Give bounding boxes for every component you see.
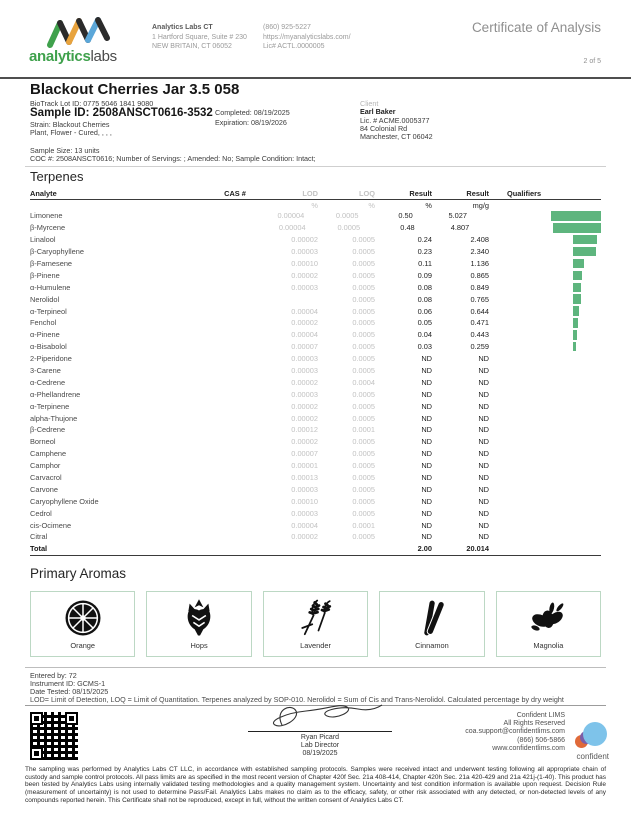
cell-analyte: Nerolidol bbox=[30, 294, 60, 304]
cell-result-mg: ND bbox=[478, 437, 489, 447]
primary-aromas-row bbox=[30, 591, 601, 657]
cell-loq: 0.0005 bbox=[352, 270, 375, 280]
cell-loq: 0.0005 bbox=[352, 318, 375, 328]
cell-result-pct: 0.48 bbox=[400, 223, 415, 233]
table-row bbox=[30, 412, 601, 424]
cell-loq: 0.0005 bbox=[352, 532, 375, 542]
result-bar bbox=[551, 211, 601, 221]
cell-analyte: β-Cedrene bbox=[30, 425, 66, 435]
cell-analyte: Carvone bbox=[30, 484, 58, 494]
lab-name: Analytics Labs CT bbox=[152, 24, 213, 31]
cell-result-mg: 0.471 bbox=[470, 318, 489, 328]
sample-size: Sample Size: 13 units bbox=[30, 146, 100, 155]
cell-loq: 0.0005 bbox=[352, 306, 375, 316]
cell-result-pct: ND bbox=[421, 473, 432, 483]
table-row bbox=[30, 460, 601, 472]
table-row bbox=[30, 472, 601, 484]
unit-lod: % bbox=[311, 200, 318, 210]
cell-lod: 0.00002 bbox=[291, 532, 318, 542]
lod-loq-footnote: LOD= Limit of Detection, LOQ = Limit of Quantitation. Terpenes analyzed by SOP-010. Nerolidol = Sum of Cis and Trans-Nerolidol. Calculated percentage by dry weight bbox=[30, 695, 564, 704]
cell-result-mg: 0.765 bbox=[470, 294, 489, 304]
lims-phone: (866) 506-5866 bbox=[517, 736, 565, 744]
table-row bbox=[30, 329, 601, 341]
table-row bbox=[30, 507, 601, 519]
cell-qualifiers bbox=[489, 318, 601, 328]
cell-analyte: α-Phellandrene bbox=[30, 389, 81, 399]
cell-loq: 0.0005 bbox=[337, 223, 361, 233]
table-row bbox=[30, 365, 601, 377]
col-header-cas: CAS # bbox=[224, 188, 246, 198]
entered-by: Entered by: 72 bbox=[30, 671, 77, 680]
client-name: Earl Baker bbox=[360, 107, 396, 116]
cell-result-mg: 0.443 bbox=[470, 330, 489, 340]
cell-loq: 0.0005 bbox=[352, 389, 375, 399]
cell-result-pct: 0.05 bbox=[417, 318, 432, 328]
cell-lod: 0.00002 bbox=[291, 401, 318, 411]
unit-result-mg: mg/g bbox=[472, 200, 489, 210]
aroma-label: Cinnamon bbox=[415, 641, 449, 650]
qr-finder-icon bbox=[30, 747, 43, 760]
cell-lod: 0.00004 bbox=[291, 306, 318, 316]
cell-result-mg: 0.865 bbox=[470, 270, 489, 280]
cell-result-mg: 4.807 bbox=[450, 223, 470, 233]
cell-result-mg: ND bbox=[478, 354, 489, 364]
table-row bbox=[30, 483, 601, 495]
signer-block bbox=[248, 734, 392, 758]
cell-lod: 0.00003 bbox=[291, 282, 318, 292]
cell-result-pct: 0.08 bbox=[417, 294, 432, 304]
cell-analyte: Cedrol bbox=[30, 508, 52, 518]
cell-result-mg: ND bbox=[478, 473, 489, 483]
total-result-mg: 20.014 bbox=[466, 544, 489, 554]
cell-result-mg: ND bbox=[478, 366, 489, 376]
cell-loq: 0.0005 bbox=[352, 496, 375, 506]
cell-analyte: α-Pinene bbox=[30, 330, 60, 340]
cell-loq: 0.0005 bbox=[352, 508, 375, 518]
lab-address-line2: NEW BRITAIN, CT 06052 bbox=[152, 43, 232, 50]
table-row bbox=[30, 281, 601, 293]
cell-qualifiers bbox=[489, 235, 601, 245]
result-bar bbox=[573, 342, 576, 352]
result-bar bbox=[573, 259, 584, 269]
col-header-loq: LOQ bbox=[358, 188, 375, 198]
cell-analyte: Camphor bbox=[30, 461, 61, 471]
lims-name: Confident LIMS bbox=[516, 712, 565, 719]
aroma-label: Lavender bbox=[300, 641, 331, 650]
cell-result-pct: ND bbox=[421, 425, 432, 435]
unit-loq: % bbox=[368, 200, 375, 210]
cell-loq: 0.0005 bbox=[352, 413, 375, 423]
completed-date: Completed: 08/19/2025 bbox=[215, 108, 290, 117]
cell-lod: 0.00007 bbox=[291, 342, 318, 352]
result-bar bbox=[573, 294, 581, 304]
cell-lod: 0.00002 bbox=[291, 413, 318, 423]
cell-qualifiers bbox=[489, 342, 601, 352]
cell-analyte: 2-Piperidone bbox=[30, 354, 72, 364]
cell-analyte: alpha-Thujone bbox=[30, 413, 78, 423]
cell-loq: 0.0005 bbox=[352, 366, 375, 376]
cell-analyte: Citral bbox=[30, 532, 48, 542]
result-bar bbox=[573, 330, 577, 340]
table-row bbox=[30, 436, 601, 448]
client-label: Client bbox=[360, 99, 379, 108]
cell-result-pct: ND bbox=[421, 366, 432, 376]
lims-rights: All Rights Reserved bbox=[503, 720, 565, 728]
section-divider bbox=[25, 667, 606, 668]
result-bar bbox=[573, 318, 578, 328]
terpenes-rows bbox=[30, 210, 601, 543]
aroma-label: Hops bbox=[190, 641, 208, 650]
col-header-result-pct: Result bbox=[409, 188, 432, 198]
cell-qualifiers bbox=[469, 223, 601, 233]
qr-finder-icon bbox=[65, 712, 78, 725]
cell-result-mg: 2.408 bbox=[470, 235, 489, 245]
date-tested: Date Tested: 08/15/2025 bbox=[30, 687, 109, 696]
lavender-icon bbox=[296, 598, 336, 638]
total-result-pct: 2.00 bbox=[417, 544, 432, 554]
col-header-qualifiers: Qualifiers bbox=[507, 188, 542, 198]
result-bar bbox=[573, 306, 579, 316]
legal-disclaimer: The sampling was performed by Analytics Labs CT LLC, in accordance with established sampling protocols. Samples were received intact and underwent testing following all appropriate chain of custody and sample control protocols. All pass limits are as specified in the most recent version of Chapter 420f Sec. 21a 408-414, Chapter 420h Sec. 21a 420-429 and 21a 421j-(1-40). This product has been tested by Analytics Labs using internally validated testing methodologies and a quality management system. Uncertainty and test condition information is available upon request. Decision Rule (measurement of uncertainty) is not used to determine Pass/Fail. Analytics Labs makes no claim as to the efficacy, safety, or other risk associated with any detected, or non-detected levels of any compounds reported herein. This Certificate shall not be reproduced, except in full, without the written consent of Analytics Labs CT. bbox=[25, 766, 606, 804]
cell-result-pct: 0.24 bbox=[417, 235, 432, 245]
cell-loq: 0.0005 bbox=[352, 247, 375, 257]
table-row bbox=[30, 317, 601, 329]
cell-lod: 0.00001 bbox=[291, 461, 318, 471]
cell-lod: 0.00002 bbox=[291, 235, 318, 245]
cell-result-pct: ND bbox=[421, 377, 432, 387]
cell-result-pct: 0.08 bbox=[417, 282, 432, 292]
cell-result-pct: ND bbox=[421, 437, 432, 447]
instrument-id: Instrument ID: GCMS-1 bbox=[30, 679, 106, 688]
cell-loq: 0.0005 bbox=[352, 235, 375, 245]
cell-lod: 0.00010 bbox=[291, 496, 318, 506]
table-row bbox=[30, 531, 601, 543]
cell-loq: 0.0005 bbox=[352, 354, 375, 364]
table-row bbox=[30, 495, 601, 507]
cell-lod: 0.00004 bbox=[291, 520, 318, 530]
qr-finder-icon bbox=[30, 712, 43, 725]
cell-loq: 0.0005 bbox=[352, 259, 375, 268]
lims-email-link[interactable]: coa.support@confidentlims.com bbox=[465, 728, 565, 736]
cell-result-pct: 0.06 bbox=[417, 306, 432, 316]
cell-loq: 0.0004 bbox=[352, 377, 375, 387]
aroma-box-hops bbox=[146, 591, 251, 657]
cell-qualifiers bbox=[489, 306, 601, 316]
cell-lod: 0.00007 bbox=[291, 449, 318, 459]
matrix-type: Plant, Flower - Cured, , , , bbox=[30, 128, 112, 137]
lab-website-link[interactable]: https://myanalyticslabs.com/ bbox=[263, 33, 351, 41]
cell-lod: 0.00002 bbox=[291, 318, 318, 328]
table-row bbox=[30, 234, 601, 246]
cell-lod: 0.00002 bbox=[291, 377, 318, 387]
lims-website-link[interactable]: www.confidentlims.com bbox=[492, 744, 565, 752]
coc-line: COC #: 2508ANSCT0616; Number of Servings: ; Amended: No; Sample Condition: Intact; bbox=[30, 154, 316, 163]
table-row bbox=[30, 293, 601, 305]
table-row bbox=[30, 210, 601, 222]
cell-loq: 0.0001 bbox=[352, 520, 375, 530]
cell-qualifiers bbox=[489, 330, 601, 340]
cell-result-pct: ND bbox=[421, 532, 432, 542]
lab-license: Lic# ACTL.0000005 bbox=[263, 43, 325, 50]
table-row bbox=[30, 353, 601, 365]
cell-qualifiers bbox=[489, 259, 601, 269]
orange-slice-icon bbox=[63, 598, 103, 638]
cell-result-mg: ND bbox=[478, 401, 489, 411]
cell-analyte: β-Caryophyllene bbox=[30, 247, 84, 257]
cell-loq: 0.0005 bbox=[352, 294, 375, 304]
cell-lod: 0.00004 bbox=[278, 223, 306, 233]
cell-result-mg: ND bbox=[478, 377, 489, 387]
cell-result-mg: ND bbox=[478, 461, 489, 471]
cell-analyte: β-Farnesene bbox=[30, 259, 73, 268]
cell-result-mg: ND bbox=[478, 425, 489, 435]
cell-qualifiers bbox=[489, 283, 601, 293]
terpenes-total-row bbox=[30, 543, 601, 556]
cell-result-mg: 0.849 bbox=[470, 282, 489, 292]
cell-loq: 0.0005 bbox=[352, 473, 375, 483]
client-address-line1: 84 Colonial Rd bbox=[360, 124, 408, 133]
table-row bbox=[30, 341, 601, 353]
cell-analyte: Camphene bbox=[30, 449, 67, 459]
terpenes-section-title: Terpenes bbox=[30, 169, 84, 184]
cell-result-pct: ND bbox=[421, 401, 432, 411]
product-title: Blackout Cherries Jar 3.5 058 bbox=[30, 81, 240, 98]
aroma-box-cinnamon bbox=[379, 591, 484, 657]
aroma-label: Magnolia bbox=[533, 641, 564, 650]
terpenes-table bbox=[30, 187, 601, 556]
cell-loq: 0.0005 bbox=[352, 461, 375, 471]
cell-result-pct: ND bbox=[421, 461, 432, 471]
cell-analyte: α-Cedrene bbox=[30, 377, 66, 387]
cell-lod: 0.00004 bbox=[277, 211, 305, 221]
confident-lims-logo-icon bbox=[573, 722, 607, 750]
cell-analyte: cis-Ocimene bbox=[30, 520, 72, 530]
table-row bbox=[30, 222, 601, 234]
cell-analyte: α-Bisabolol bbox=[30, 342, 67, 352]
cell-result-pct: 0.09 bbox=[417, 270, 432, 280]
cell-qualifiers bbox=[467, 211, 601, 221]
table-row bbox=[30, 424, 601, 436]
table-row bbox=[30, 246, 601, 258]
cell-analyte: β-Pinene bbox=[30, 270, 60, 280]
analytics-labs-wordmark: analyticslabs bbox=[29, 48, 117, 65]
terpenes-units-row bbox=[30, 200, 601, 210]
cell-qualifiers bbox=[489, 294, 601, 304]
cell-result-mg: 1.136 bbox=[470, 259, 489, 268]
unit-result-pct: % bbox=[425, 200, 432, 210]
terpenes-table-header bbox=[30, 187, 601, 200]
lab-address-block bbox=[152, 23, 247, 52]
cell-lod: 0.00004 bbox=[291, 330, 318, 340]
signature-icon bbox=[252, 701, 388, 731]
cell-result-pct: 0.04 bbox=[417, 330, 432, 340]
lab-contact-block bbox=[263, 23, 351, 52]
cell-lod: 0.00003 bbox=[291, 354, 318, 364]
result-bar bbox=[553, 223, 601, 233]
sample-id: Sample ID: 2508ANSCT0616-3532 bbox=[30, 107, 213, 119]
document-title: Certificate of Analysis bbox=[471, 20, 601, 35]
cell-loq: 0.0005 bbox=[352, 449, 375, 459]
result-bar bbox=[573, 271, 582, 281]
magnolia-flower-icon bbox=[528, 598, 568, 638]
cell-analyte: β-Myrcene bbox=[30, 223, 66, 233]
cell-result-mg: ND bbox=[478, 532, 489, 542]
table-row bbox=[30, 519, 601, 531]
aroma-label: Orange bbox=[70, 641, 96, 650]
cell-result-pct: 0.03 bbox=[417, 342, 432, 352]
cell-loq: 0.0005 bbox=[352, 282, 375, 292]
cell-result-pct: ND bbox=[421, 496, 432, 506]
cell-loq: 0.0005 bbox=[352, 484, 375, 494]
cell-result-mg: 0.259 bbox=[470, 342, 489, 352]
biotrack-lot-id: BioTrack Lot ID: 0775 5046 1841 9080 bbox=[30, 99, 154, 108]
cell-result-pct: 0.50 bbox=[398, 211, 413, 221]
cell-loq: 0.0005 bbox=[352, 401, 375, 411]
cell-result-pct: ND bbox=[421, 354, 432, 364]
primary-aromas-section-title: Primary Aromas bbox=[30, 566, 127, 581]
cell-lod: 0.00012 bbox=[291, 425, 318, 435]
result-bar bbox=[573, 247, 596, 257]
cell-analyte: Limonene bbox=[30, 211, 63, 221]
lab-phone: (860) 925-5227 bbox=[263, 24, 311, 31]
cell-analyte: Caryophyllene Oxide bbox=[30, 496, 99, 506]
hops-icon bbox=[179, 598, 219, 638]
cell-result-mg: 5.027 bbox=[448, 211, 467, 221]
col-header-analyte: Analyte bbox=[30, 188, 57, 198]
cell-result-pct: ND bbox=[421, 413, 432, 423]
signed-date: 08/19/2025 bbox=[302, 750, 338, 757]
cell-analyte: Linalool bbox=[30, 235, 56, 245]
cell-lod: 0.00003 bbox=[291, 389, 318, 399]
col-header-result-mg: Result bbox=[466, 188, 489, 198]
aroma-box-lavender bbox=[263, 591, 368, 657]
cell-result-mg: 0.644 bbox=[470, 306, 489, 316]
cell-analyte: α-Terpinene bbox=[30, 401, 70, 411]
cell-result-pct: ND bbox=[421, 389, 432, 399]
cell-analyte: Fenchol bbox=[30, 318, 57, 328]
cell-result-pct: ND bbox=[421, 520, 432, 530]
signer-role: Lab Director bbox=[300, 742, 340, 749]
cell-analyte: Borneol bbox=[30, 437, 56, 447]
client-license: Lic. # ACME.0005377 bbox=[360, 116, 430, 125]
cell-loq: 0.0005 bbox=[352, 437, 375, 447]
cell-lod: 0.00003 bbox=[291, 508, 318, 518]
table-row bbox=[30, 258, 601, 270]
header-divider bbox=[0, 77, 631, 79]
col-header-lod: LOD bbox=[302, 188, 318, 198]
client-address-line2: Manchester, CT 06042 bbox=[360, 132, 433, 141]
confident-logo-text: confident bbox=[576, 752, 609, 761]
cell-result-mg: ND bbox=[478, 508, 489, 518]
cell-lod: 0.00002 bbox=[291, 270, 318, 280]
cell-lod: 0.00003 bbox=[291, 366, 318, 376]
table-row bbox=[30, 400, 601, 412]
signature-line bbox=[248, 731, 392, 732]
cell-result-pct: ND bbox=[421, 449, 432, 459]
strain: Strain: Blackout Cherries bbox=[30, 120, 110, 129]
cinnamon-sticks-icon bbox=[412, 598, 452, 638]
page-indicator: 2 of 5 bbox=[583, 58, 601, 65]
table-row bbox=[30, 269, 601, 281]
cell-result-pct: ND bbox=[421, 484, 432, 494]
cell-qualifiers bbox=[489, 247, 601, 257]
analytics-labs-logo-icon bbox=[46, 15, 112, 49]
cell-analyte: α-Terpineol bbox=[30, 306, 67, 316]
cell-result-mg: 2.340 bbox=[470, 247, 489, 257]
cell-analyte: 3-Carene bbox=[30, 366, 61, 376]
cell-lod: 0.00003 bbox=[291, 484, 318, 494]
cell-result-mg: ND bbox=[478, 496, 489, 506]
cell-lod: 0.00013 bbox=[291, 473, 318, 483]
cell-result-mg: ND bbox=[478, 413, 489, 423]
cell-result-pct: 0.23 bbox=[417, 247, 432, 257]
table-row bbox=[30, 376, 601, 388]
qr-code bbox=[30, 712, 78, 760]
table-row bbox=[30, 388, 601, 400]
cell-result-mg: ND bbox=[478, 484, 489, 494]
lims-contact-block bbox=[415, 712, 565, 753]
cell-lod: 0.00010 bbox=[291, 259, 318, 268]
cell-loq: 0.0005 bbox=[335, 211, 359, 221]
cell-result-pct: 0.11 bbox=[418, 259, 432, 268]
expiration-date: Expiration: 08/19/2026 bbox=[215, 118, 287, 127]
cell-result-mg: ND bbox=[478, 520, 489, 530]
lab-address-line1: 1 Hartford Square, Suite # 230 bbox=[152, 33, 247, 41]
cell-loq: 0.0001 bbox=[352, 425, 375, 435]
result-bar bbox=[573, 283, 581, 293]
cell-analyte: Carvacrol bbox=[30, 473, 62, 483]
signer-name: Ryan Picard bbox=[300, 734, 340, 741]
cell-lod: 0.00002 bbox=[291, 437, 318, 447]
table-row bbox=[30, 448, 601, 460]
cell-result-pct: ND bbox=[421, 508, 432, 518]
cell-loq: 0.0005 bbox=[352, 330, 375, 340]
table-row bbox=[30, 305, 601, 317]
cell-result-mg: ND bbox=[478, 449, 489, 459]
cell-qualifiers bbox=[489, 271, 601, 281]
cell-loq: 0.0005 bbox=[352, 342, 375, 352]
result-bar bbox=[573, 235, 597, 245]
cell-analyte: α-Humulene bbox=[30, 282, 71, 292]
aroma-box-orange bbox=[30, 591, 135, 657]
total-label: Total bbox=[30, 544, 48, 554]
section-divider bbox=[25, 166, 606, 167]
aroma-box-magnolia bbox=[496, 591, 601, 657]
cell-lod: 0.00003 bbox=[291, 247, 318, 257]
cell-result-mg: ND bbox=[478, 389, 489, 399]
